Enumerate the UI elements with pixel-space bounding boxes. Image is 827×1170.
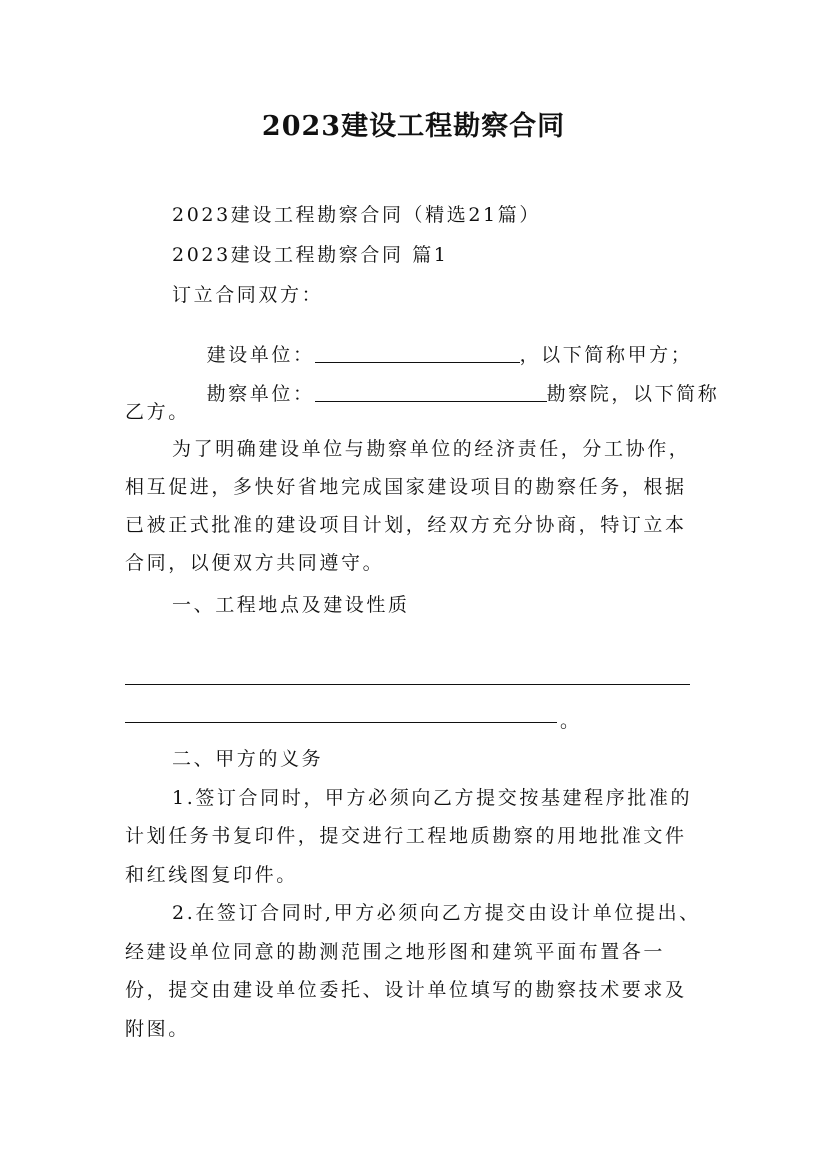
article-heading: 2023建设工程勘察合同 篇1 [172,244,449,266]
fill-in-line [125,684,690,685]
party-b-tail: 勘察院，以下简称 [546,383,720,405]
party-a-label: 建设单位： [206,344,315,366]
section-heading-2: 二、甲方的义务 [172,748,324,770]
section-heading-1: 一、工程地点及建设性质 [172,594,410,616]
item-line: 附图。 [125,1018,190,1040]
party-b-continued: 乙方。 [125,401,190,423]
item-line: 2.在签订合同时,甲方必须向乙方提交由设计单位提出、 [172,902,701,924]
fill-in-period: 。 [560,710,582,732]
party-b-label: 勘察单位： [206,383,315,405]
item-line: 1.签订合同时，甲方必须向乙方提交按基建程序批准的 [172,787,693,809]
subtitle-collection: 2023建设工程勘察合同（精选21篇） [172,204,541,226]
party-b-blank [315,383,547,402]
document-title: 2023建设工程勘察合同 [261,111,566,142]
paragraph-line: 已被正式批准的建设项目计划，经双方充分协商，特订立本 [125,514,687,536]
paragraph-line: 为了明确建设单位与勘察单位的经济责任，分工协作， [172,438,691,460]
fill-in-line [125,722,557,723]
party-a-tail: ，以下简称甲方； [519,344,693,366]
item-line: 份，提交由建设单位委托、设计单位填写的勘察技术要求及 [125,979,687,1001]
item-line: 经建设单位同意的勘测范围之地形图和建筑平面布置各一 [125,941,666,963]
paragraph-line: 合同，以便双方共同遵守。 [125,552,385,574]
item-line: 和红线图复印件。 [125,864,298,886]
parties-intro: 订立合同双方： [172,284,324,306]
paragraph-line: 相互促进，多快好省地完成国家建设项目的勘察任务，根据 [125,476,687,498]
item-line: 计划任务书复印件，提交进行工程地质勘察的用地批准文件 [125,825,687,847]
party-b-line [172,357,719,428]
